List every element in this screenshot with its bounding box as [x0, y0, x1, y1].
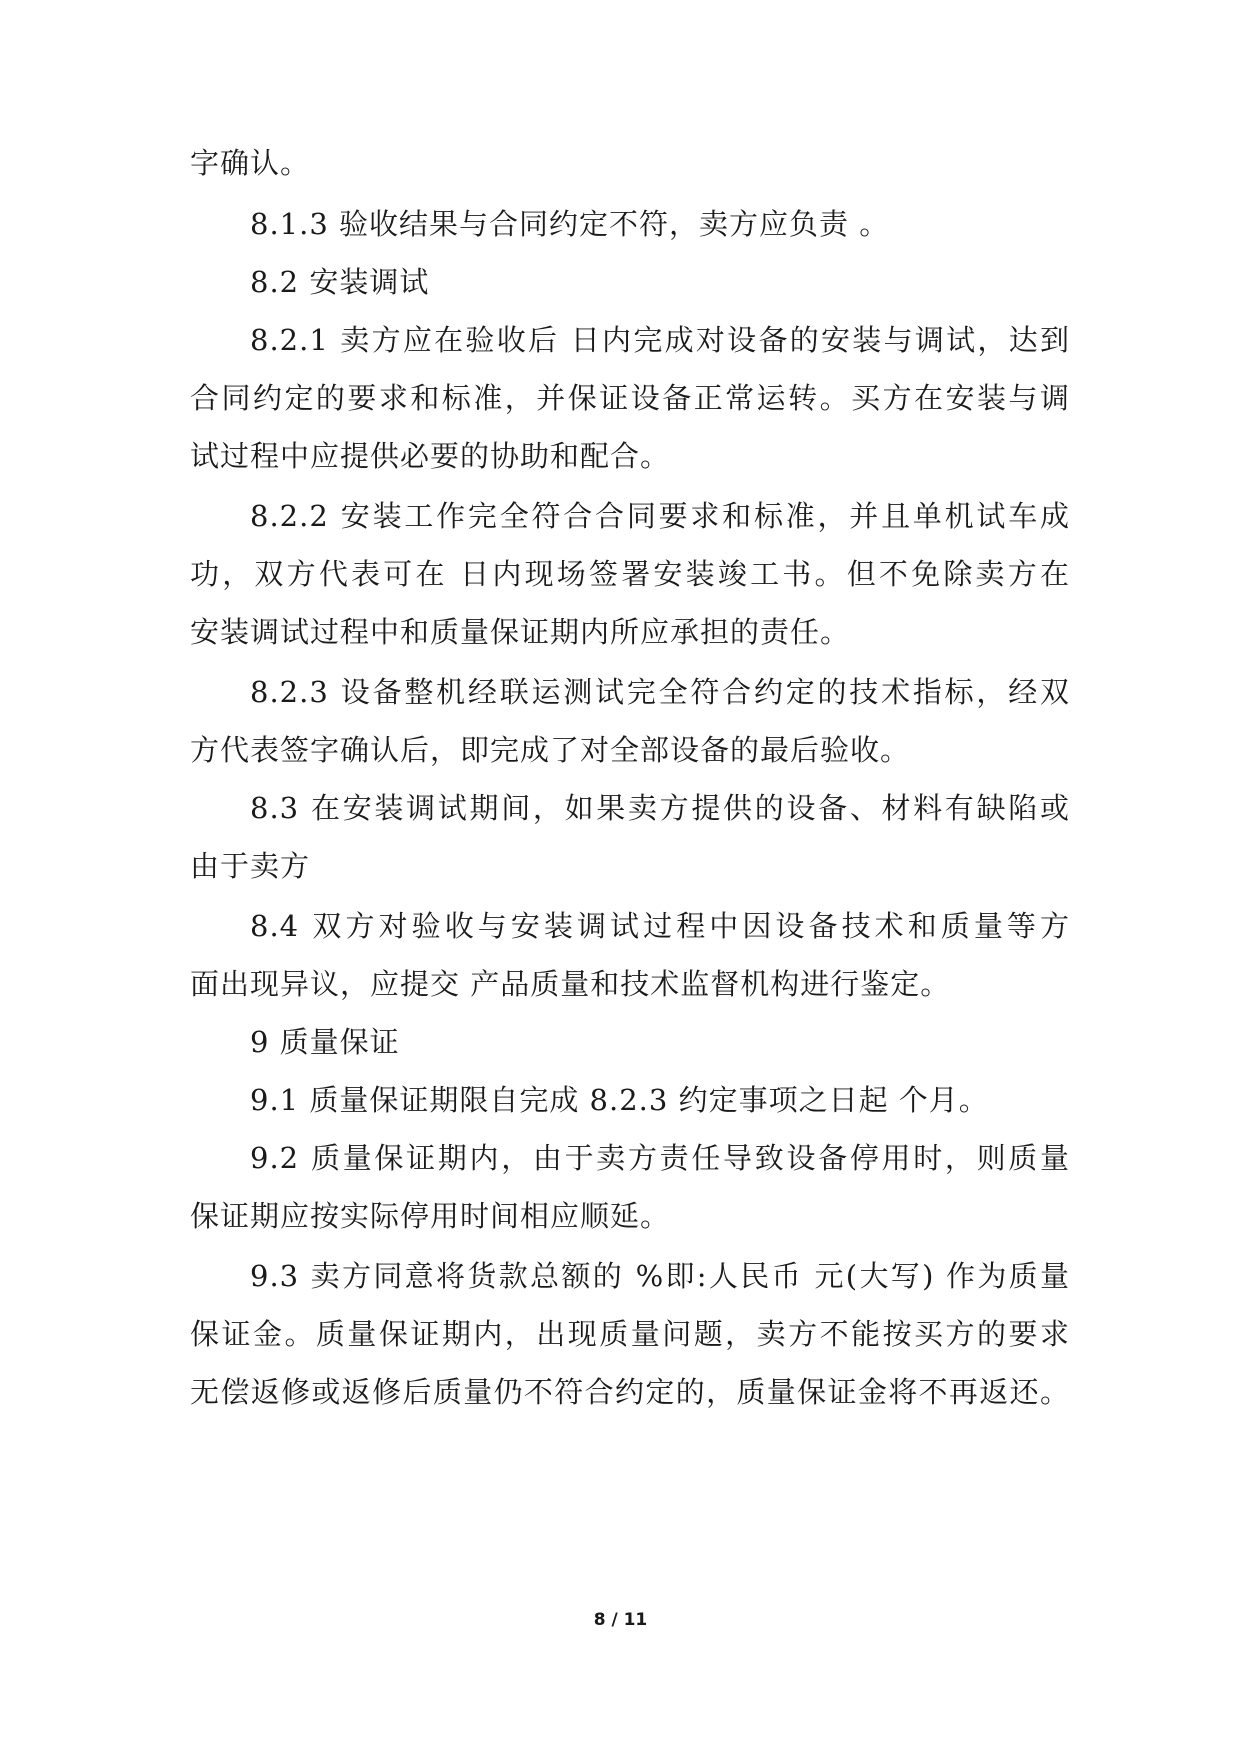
clause-8-2-3: 8.2.3 设备整机经联运测试完全符合约定的技术指标，经双 [250, 675, 1070, 709]
clause-8-3: 8.3 在安装调试期间，如果卖方提供的设备、材料有缺陷或 [250, 791, 1070, 825]
section-heading-9: 9 质量保证 [250, 1025, 400, 1059]
text-line: 保证金。质量保证期内，出现质量问题，卖方不能按买方的要求 [190, 1317, 1070, 1351]
text-line: 功，双方代表可在 日内现场签署安装竣工书。但不免除卖方在 [190, 557, 1070, 591]
text-line: 试过程中应提供必要的协助和配合。 [190, 439, 671, 473]
page-number: 8 / 11 [593, 1610, 648, 1630]
section-heading-8-2: 8.2 安装调试 [250, 265, 430, 299]
clause-8-4: 8.4 双方对验收与安装调试过程中因设备技术和质量等方 [250, 909, 1070, 943]
text-line: 方代表签字确认后，即完成了对全部设备的最后验收。 [190, 733, 911, 767]
text-line: 无偿返修或返修后质量仍不符合约定的，质量保证金将不再返还。 [190, 1375, 1070, 1409]
text-line: 合同约定的要求和标准，并保证设备正常运转。买方在安装与调 [190, 381, 1070, 415]
text-line: 保证期应按实际停用时间相应顺延。 [190, 1199, 671, 1233]
text-line: 由于卖方 [190, 849, 311, 883]
clause-8-2-2: 8.2.2 安装工作完全符合合同要求和标准，并且单机试车成 [250, 499, 1070, 533]
text-line: 安装调试过程中和质量保证期内所应承担的责任。 [190, 615, 851, 649]
clause-9-2: 9.2 质量保证期内，由于卖方责任导致设备停用时，则质量 [250, 1141, 1070, 1175]
text-line: 面出现异议，应提交 产品质量和技术监督机构进行鉴定。 [190, 967, 951, 1001]
clause-9-3: 9.3 卖方同意将货款总额的 %即:人民币 元(大写) 作为质量 [250, 1259, 1070, 1293]
clause-8-2-1: 8.2.1 卖方应在验收后 日内完成对设备的安装与调试，达到 [250, 323, 1070, 357]
text-line: 字确认。 [190, 146, 311, 180]
clause-8-1-3: 8.1.3 验收结果与合同约定不符，卖方应负责 。 [250, 207, 890, 241]
clause-9-1: 9.1 质量保证期限自完成 8.2.3 约定事项之日起 个月。 [250, 1083, 989, 1117]
